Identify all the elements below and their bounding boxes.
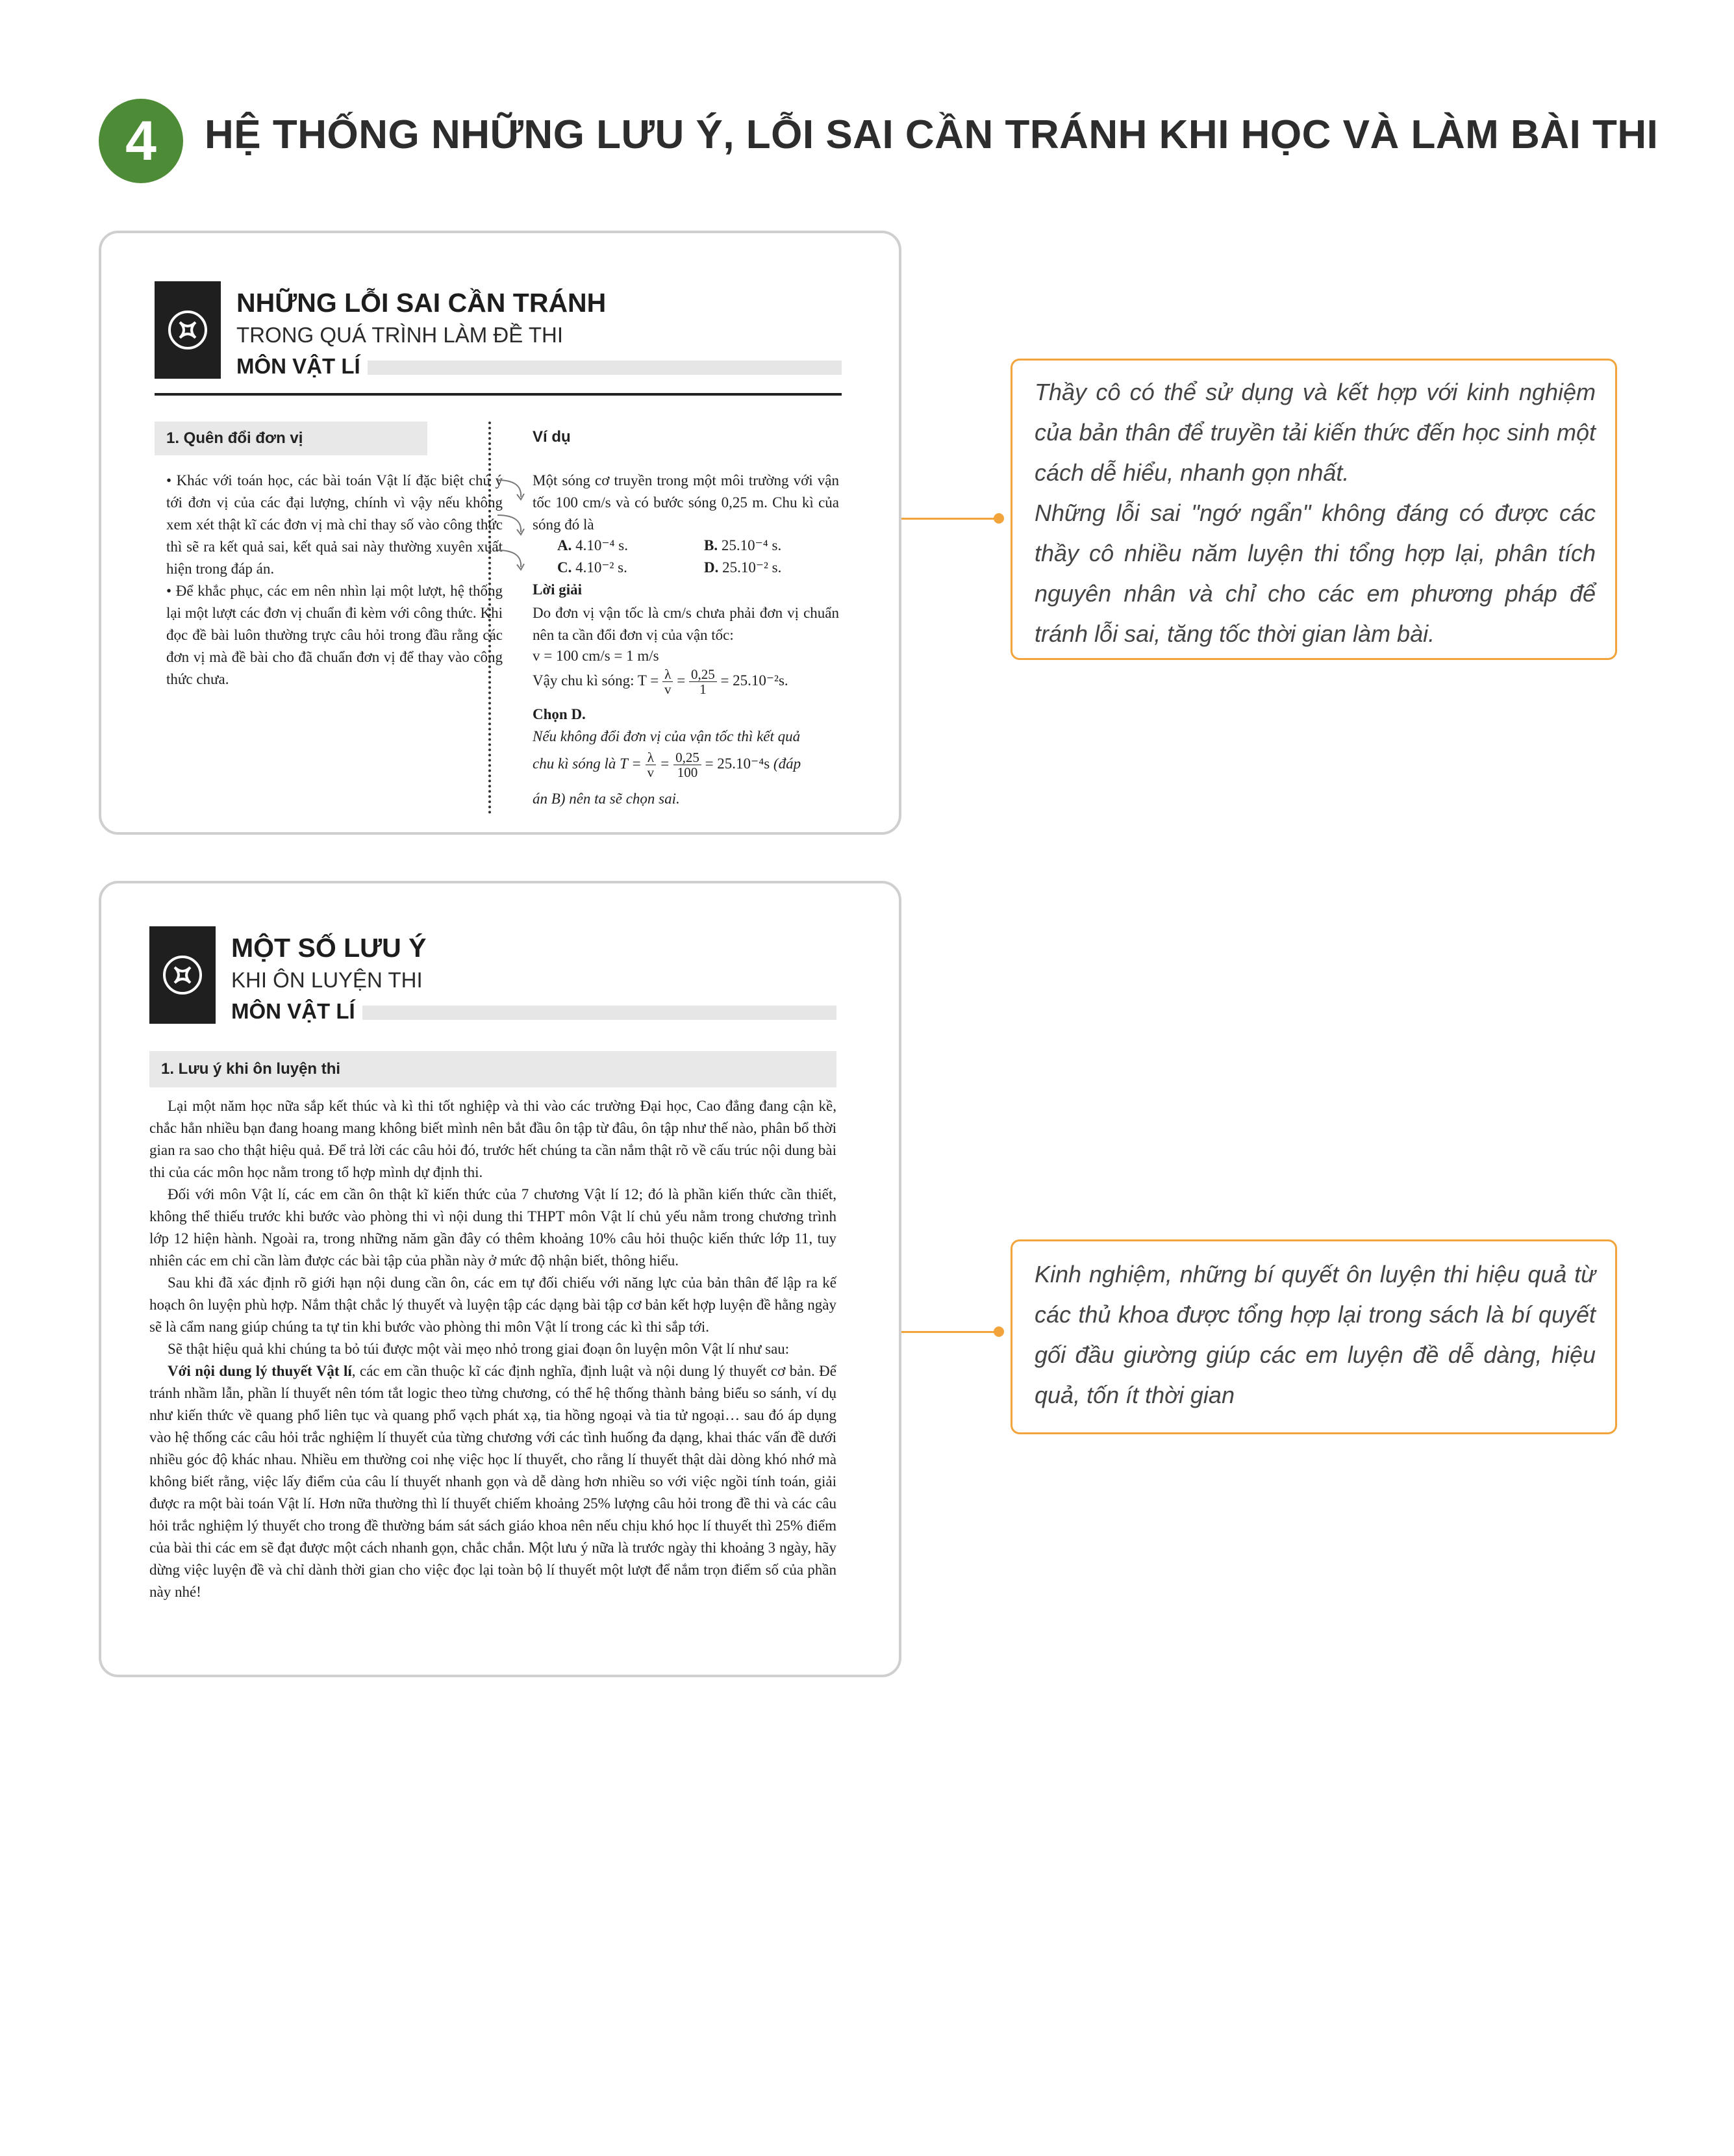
callout-paragraph: Những lỗi sai "ngớ ngẩn" không đáng có được các thầy cô nhiều năm luyện thi tổng hợp lại, phân tích nguyên nhân và chỉ cho các em phương pháp để tránh lỗi sai, tăng tốc thời gian làm bài.	[1035, 500, 1596, 647]
option-a: A. 4.10⁻⁴ s.	[557, 537, 628, 553]
section-title: HỆ THỐNG NHỮNG LƯU Ý, LỖI SAI CẦN TRÁNH KHI HỌC VÀ LÀM BÀI THI	[205, 112, 1659, 157]
note-line-1: Nếu không đổi đơn vị của vận tốc thì kết quả	[533, 728, 801, 744]
callout-dot	[994, 1326, 1004, 1337]
body-paragraph: Sẽ thật hiệu quả khi chúng ta bỏ túi được một vài mẹo nhỏ trong giai đoạn ôn luyện môn Vật lí như sau:	[168, 1341, 790, 1357]
card-subtitle: KHI ÔN LUYỆN THI	[231, 968, 423, 992]
left-text	[166, 470, 503, 691]
period-formula: Vậy chu kì sóng: T = $\frac{\lambda}{v}$ = $\frac{0,25}{1}$ = 25.10⁻²s.	[533, 666, 788, 697]
section-heading: 1. Lưu ý khi ôn luyện thi	[149, 1051, 836, 1087]
card-subject: MÔN VẬT LÍ	[231, 999, 355, 1023]
conversion: v = 100 cm/s = 1 m/s	[533, 648, 659, 664]
left-paragraph: • Để khắc phục, các em nên nhìn lại một lượt, hệ thống lại một lượt các đơn vị chuẩn đi kèm với công thức. Khi đọc đề bài luôn thường trực câu hỏi trong đầu rằng các đơn vị mà đề bài cho đã chuẩn đơn vị để thay vào công thức chưa.	[166, 583, 503, 687]
example-question: Một sóng cơ truyền trong một môi trường với vận tốc 100 cm/s và có bước sóng 0,25 m. Chu kì của sóng đó là	[533, 472, 839, 533]
cross-circle-icon	[166, 308, 210, 352]
callout-dot	[994, 513, 1004, 524]
example-heading: Ví dụ	[533, 428, 571, 446]
header-rule	[155, 393, 842, 396]
card-title: NHỮNG LỖI SAI CẦN TRÁNH	[236, 288, 607, 318]
card-badge	[155, 281, 221, 379]
option-b: B. 25.10⁻⁴ s.	[704, 537, 782, 553]
body-paragraph-theory: Với nội dung lý thuyết Vật lí, các em cần thuộc kĩ các định nghĩa, định luật và nội dung lý thuyết cơ bản. Để tránh nhầm lẫn, phần lí thuyết nên tóm tắt logic theo từng chương, có thể hệ thống thành bảng biểu so sánh, ví dụ như kiến thức về quang phổ liên tục và quang phổ vạch phát xạ, tia hồng ngoại và tia tử ngoại… sau đó áp dụng vào hệ thống các câu hỏi trắc nghiệm lí thuyết của từng chương với các tình huống đa dạng, khai thác vấn đề dưới nhiều góc độ khác nhau. Nhiều em thường coi nhẹ việc học lí thuyết, cho rằng lí thuyết thật dài dòng khó nhớ mà không biết rằng, việc lấy điểm của câu lí thuyết nhanh gọn và dễ dàng hơn nhiều so với việc ngồi tính toán, giải được ra một bài toán Vật lí. Hơn nữa thường thì lí thuyết chiếm khoảng 25% lượng câu hỏi trong đề thi và các câu hỏi trắc nghiệm lý thuyết cho trong đề thường bám sát sách giáo khoa nên nếu chịu khó học lí thuyết thì 25% điểm của bài thi các em sẽ đạt được một cách nhanh gọn, chắc chắn. Một lưu ý nữa là trước ngày thi khoảng 3 ngày, hãy dừng việc luyện đề và chỉ dành thời gian cho việc đọc lại toàn bộ lí thuyết một lượt để nắm trọn điểm số của phần này nhé!	[149, 1363, 836, 1600]
option-c: C. 4.10⁻² s.	[557, 559, 627, 576]
callout-paragraph: Kinh nghiệm, những bí quyết ôn luyện thi hiệu quả từ các thủ khoa được tổng hợp lại trong sách là bí quyết gối đầu giường giúp các em luyện đề dễ dàng, hiệu quả, tốn ít thời gian	[1035, 1261, 1596, 1408]
card-subtitle: TRONG QUÁ TRÌNH LÀM ĐỀ THI	[236, 323, 563, 347]
callout-teachers	[1011, 359, 1617, 660]
body-text	[149, 1095, 836, 1603]
card-common-mistakes	[99, 231, 901, 835]
body-paragraph: Đối với môn Vật lí, các em cần ôn thật kĩ kiến thức của 7 chương Vật lí 12; đó là phần kiến thức cần thiết, không thể thiếu trước khi bước vào phòng thi vì nội dung thi THPT môn Vật lí chủ yếu nằm trong chương trình lớp 12 hiện hành. Ngoài ra, trong những năm gần đây có thêm khoảng 10% câu hỏi thuộc kiến thức lớp 11, tuy nhiên các em chỉ cần làm được các bài tập của phần này ở mức độ nhận biết, thông hiểu.	[149, 1186, 836, 1269]
callout-experience	[1011, 1239, 1617, 1434]
callout-connector	[901, 518, 999, 520]
column-divider	[488, 422, 491, 814]
cross-circle-icon	[160, 953, 205, 997]
option-d: D. 25.10⁻² s.	[704, 559, 782, 576]
card-exam-notes	[99, 881, 901, 1677]
note-line-3: án B) nên ta sẽ chọn sai.	[533, 791, 680, 807]
solution-text: Do đơn vị vận tốc là cm/s chưa phải đơn vị chuẩn nên ta cần đổi đơn vị của vận tốc:	[533, 605, 839, 643]
card-badge	[149, 926, 216, 1024]
section-number: 4	[99, 99, 183, 183]
callout-connector	[901, 1331, 999, 1333]
note-line-2: chu kì sóng là T = $\frac{\lambda}{v}$ = $\frac{0,25}{100}$ = 25.10⁻⁴s (đáp	[533, 750, 801, 780]
body-paragraph: Lại một năm học nữa sắp kết thúc và kì thi tốt nghiệp và thi vào các trường Đại học, Cao đẳng đang cận kề, chắc hẳn nhiều bạn đang hoang mang không biết mình nên bắt đầu ôn tập từ đâu, ôn tập như thế nào, phân bổ thời gian ra sao cho thật hiệu quả. Để trả lời các câu hỏi đó, trước hết chúng ta cần nắm thật rõ về cấu trúc nội dung bài thi của các môn học nằm trong tổ hợp mình dự định thi.	[149, 1098, 836, 1180]
curved-arrow-icon	[494, 475, 530, 585]
choice: Chọn D.	[533, 706, 586, 722]
card-title: MỘT SỐ LƯU Ý	[231, 933, 427, 963]
solution-label: Lời giải	[533, 581, 582, 598]
subject-underline	[362, 1006, 836, 1020]
callout-paragraph: Thầy cô có thể sử dụng và kết hợp với kinh nghiệm của bản thân để truyền tải kiến thức đến học sinh một cách dễ hiểu, nhanh gọn nhất.	[1035, 379, 1596, 486]
left-heading: 1. Quên đổi đơn vị	[155, 422, 427, 455]
card-subject: MÔN VẬT LÍ	[236, 354, 360, 378]
subject-underline	[368, 361, 842, 375]
left-paragraph: • Khác với toán học, các bài toán Vật lí đặc biệt chú ý tới đơn vị của các đại lượng, chính vì vậy nếu không xem xét thật kĩ các đơn vị mà chỉ thay số vào công thức thì sẽ ra kết quả sai, kết quả sai này thường xuyên xuất hiện trong đáp án.	[166, 472, 503, 577]
body-paragraph: Sau khi đã xác định rõ giới hạn nội dung cần ôn, các em tự đối chiếu với năng lực của bản thân để lập ra kế hoạch ôn luyện phù hợp. Nắm thật chắc lý thuyết và luyện tập các dạng bài tập cơ bản kết hợp luyện đề hằng ngày sẽ là cẩm nang giúp chúng ta tự tin khi bước vào phòng thi môn Vật lí trong các kì thi sắp tới.	[149, 1275, 836, 1335]
